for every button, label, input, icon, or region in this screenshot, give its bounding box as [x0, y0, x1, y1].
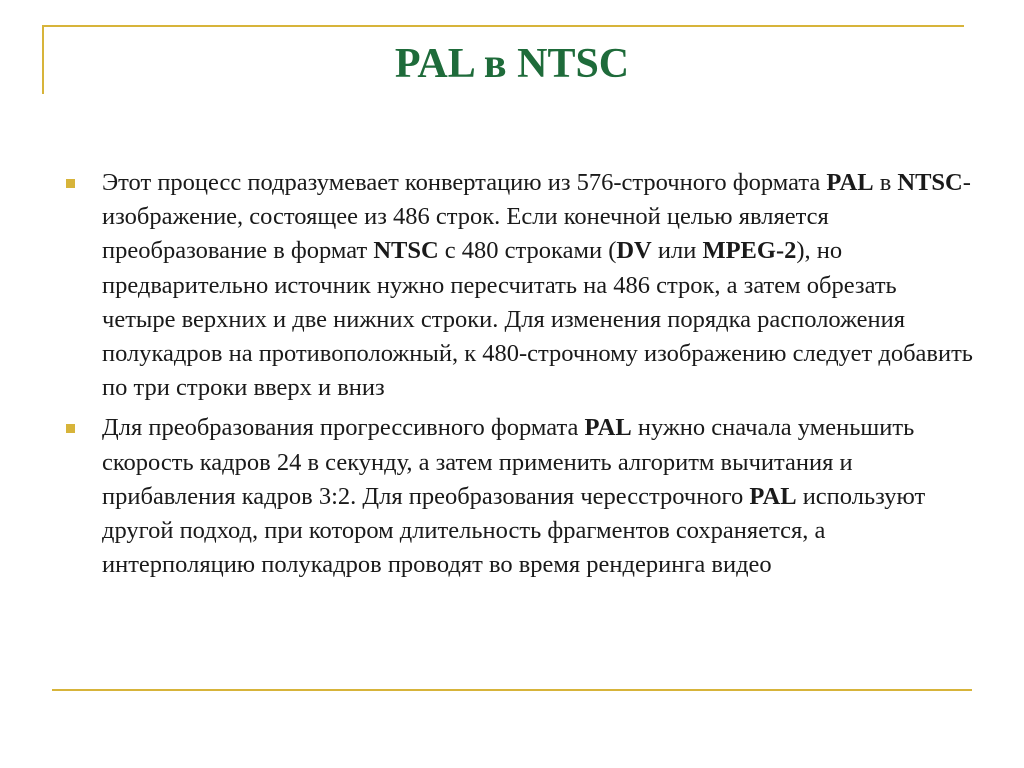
- bullet-1-segment-11: ), но предварительно источник нужно пересчитать на 486 строк, а затем обрезать четыре верхних и две нижних строки. Для изменения порядка расположения полукадров на противоположный, к 480-строчному изображению следует добавить по три строки вверх и вниз: [102, 237, 973, 402]
- bullet-1-segment-3: в: [873, 169, 898, 196]
- bullet-2-segment-4: PAL: [749, 482, 797, 510]
- bullet-1-segment-1: Этот процесс подразумевает конвертацию из 576-строчного формата: [102, 169, 827, 196]
- bullet-text-2: [102, 414, 925, 578]
- bullet-1-segment-2: PAL: [826, 169, 874, 196]
- bullet-1-segment-6: NTSC: [373, 237, 439, 265]
- square-bullet-icon: [66, 424, 75, 433]
- square-bullet-icon: [66, 179, 75, 188]
- bullet-1-segment-5: -изображение, состоящее из 486 строк. Если конечной целью является преобразование в формат: [102, 169, 971, 265]
- bullet-item-2: [64, 411, 974, 582]
- bullet-2-segment-3: нужно сначала уменьшить скорость кадров 24 в секунду, а затем применить алгоритм вычитания и прибавления кадров 3:2. Для преобразования чересстрочного: [102, 414, 915, 510]
- bullet-2-segment-5: используют другой подход, при котором длительность фрагментов сохраняется, а интерполяцию полукадров проводят во время рендеринга видео: [102, 482, 926, 579]
- bullet-2-segment-2: PAL: [584, 414, 632, 442]
- bullet-1-segment-8: DV: [616, 237, 652, 265]
- bullet-1-segment-9: или: [651, 237, 703, 265]
- slide-title: PAL в NTSC: [394, 41, 630, 87]
- bullet-1-segment-4: NTSC: [897, 169, 963, 196]
- bullet-item-1: [64, 166, 974, 405]
- frame-bottom-line: [52, 689, 972, 691]
- frame-top-line: [42, 25, 964, 27]
- bullet-text-1: [102, 169, 973, 401]
- bullet-1-segment-10: MPEG-2: [702, 237, 797, 265]
- bullet-2-segment-1: Для преобразования прогрессивного формата: [102, 414, 585, 442]
- bullet-1-segment-7: с 480 строками (: [438, 237, 617, 265]
- slide-content: [64, 166, 974, 588]
